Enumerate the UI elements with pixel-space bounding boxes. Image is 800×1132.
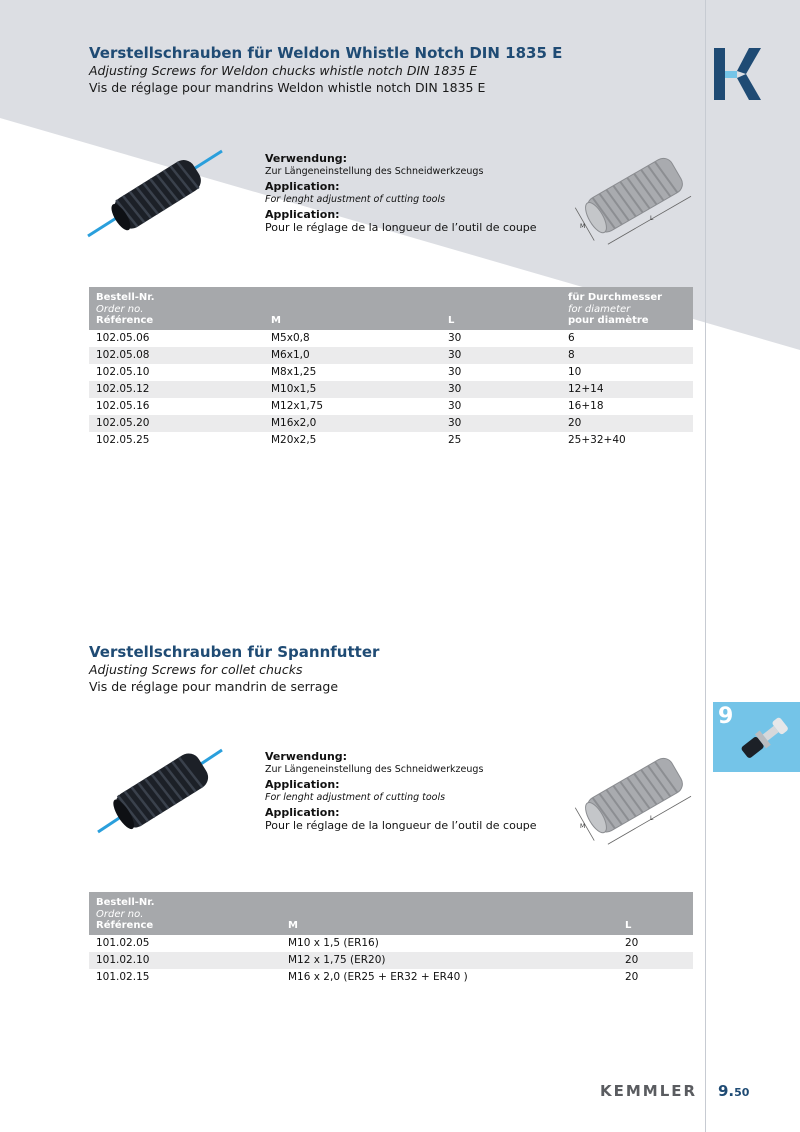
section1-title-fr: Vis de réglage pour mandrins Weldon whistle notch DIN 1835 E bbox=[89, 80, 486, 95]
dim-label-m: M bbox=[580, 223, 586, 230]
section1-title: Verstellschrauben für Weldon Whistle Notch DIN 1835 E bbox=[89, 44, 563, 62]
col-header-l: L bbox=[625, 920, 632, 931]
table-row: 102.05.12 M10x1,5 30 12+14 bbox=[89, 381, 693, 398]
usage-de-text: Zur Längeneinstellung des Schneidwerkzeugs bbox=[265, 166, 484, 177]
page-number: 9.50 bbox=[718, 1082, 750, 1100]
table-row: 102.05.25 M20x2,5 25 25+32+40 bbox=[96, 433, 626, 446]
table-row: 102.05.10 M8x1,25 30 10 bbox=[96, 365, 582, 378]
screw-technical-drawing bbox=[568, 748, 696, 848]
section2-usage bbox=[265, 750, 537, 834]
col-header-l: L bbox=[448, 315, 455, 326]
section2-table bbox=[89, 892, 693, 986]
adjusting-screw-photo bbox=[96, 746, 226, 836]
section1-header bbox=[89, 44, 562, 96]
section1-usage bbox=[265, 152, 537, 236]
usage-en-heading: Application: bbox=[265, 778, 340, 791]
screw-technical-drawing bbox=[568, 148, 696, 248]
table-row: 102.05.08 M6x1,0 30 8 bbox=[89, 347, 693, 364]
usage-de-heading: Verwendung: bbox=[265, 152, 348, 165]
chapter-tab[interactable] bbox=[713, 702, 800, 772]
table-row: 101.02.05 M10 x 1,5 (ER16) 20 bbox=[96, 936, 639, 949]
usage-fr-text: Pour le réglage de la longueur de l’outil de coupe bbox=[265, 221, 537, 234]
table-header-row bbox=[89, 892, 693, 935]
col-header-m: M bbox=[288, 920, 298, 931]
dim-label-m: M bbox=[580, 823, 586, 830]
dim-label-l: L bbox=[650, 815, 654, 822]
pull-stud-icon bbox=[733, 706, 799, 768]
table-row: 101.02.10 M12 x 1,75 (ER20) 20 bbox=[89, 952, 693, 969]
usage-en-heading: Application: bbox=[265, 180, 340, 193]
table-row: 101.02.15 M16 x 2,0 (ER25 + ER32 + ER40 ) 20 bbox=[96, 970, 639, 983]
col-header-reference: Bestell-Nr. Order no. Référence bbox=[96, 292, 155, 326]
usage-fr-text: Pour le réglage de la longueur de l’outil de coupe bbox=[265, 819, 537, 832]
adjusting-screw-photo bbox=[86, 148, 226, 240]
section2-header bbox=[89, 643, 379, 695]
usage-fr-heading: Application: bbox=[265, 806, 340, 819]
col-header-m: M bbox=[271, 315, 281, 326]
usage-de-text: Zur Längeneinstellung des Schneidwerkzeugs bbox=[265, 764, 484, 775]
table-row: 102.05.06 M5x0,8 30 6 bbox=[96, 331, 575, 344]
dim-label-l: L bbox=[650, 215, 654, 222]
right-margin-rule bbox=[705, 0, 706, 1132]
section2-title-en: Adjusting Screws for collet chucks bbox=[89, 662, 303, 677]
usage-en-text: For lenght adjustment of cutting tools bbox=[265, 792, 446, 803]
footer-brand: KEMMLER bbox=[600, 1082, 698, 1100]
usage-fr-heading: Application: bbox=[265, 208, 340, 221]
col-header-reference: Bestell-Nr. Order no. Référence bbox=[96, 897, 155, 931]
col-header-diameter: für Durchmesser for diameter pour diamètre bbox=[568, 292, 663, 326]
table-row: 102.05.16 M12x1,75 30 16+18 bbox=[96, 399, 604, 412]
section1-table bbox=[89, 287, 693, 449]
section1-title-en: Adjusting Screws for Weldon chucks whistle notch DIN 1835 E bbox=[89, 63, 478, 78]
table-header-row bbox=[89, 287, 693, 330]
section2-title: Verstellschrauben für Spannfutter bbox=[89, 643, 380, 661]
kemmler-logo-icon bbox=[714, 46, 762, 102]
section2-title-fr: Vis de réglage pour mandrin de serrage bbox=[89, 679, 339, 694]
usage-de-heading: Verwendung: bbox=[265, 750, 348, 763]
chapter-number: 9 bbox=[718, 704, 734, 729]
usage-en-text: For lenght adjustment of cutting tools bbox=[265, 194, 446, 205]
table-row: 102.05.20 M16x2,0 30 20 bbox=[89, 415, 693, 432]
